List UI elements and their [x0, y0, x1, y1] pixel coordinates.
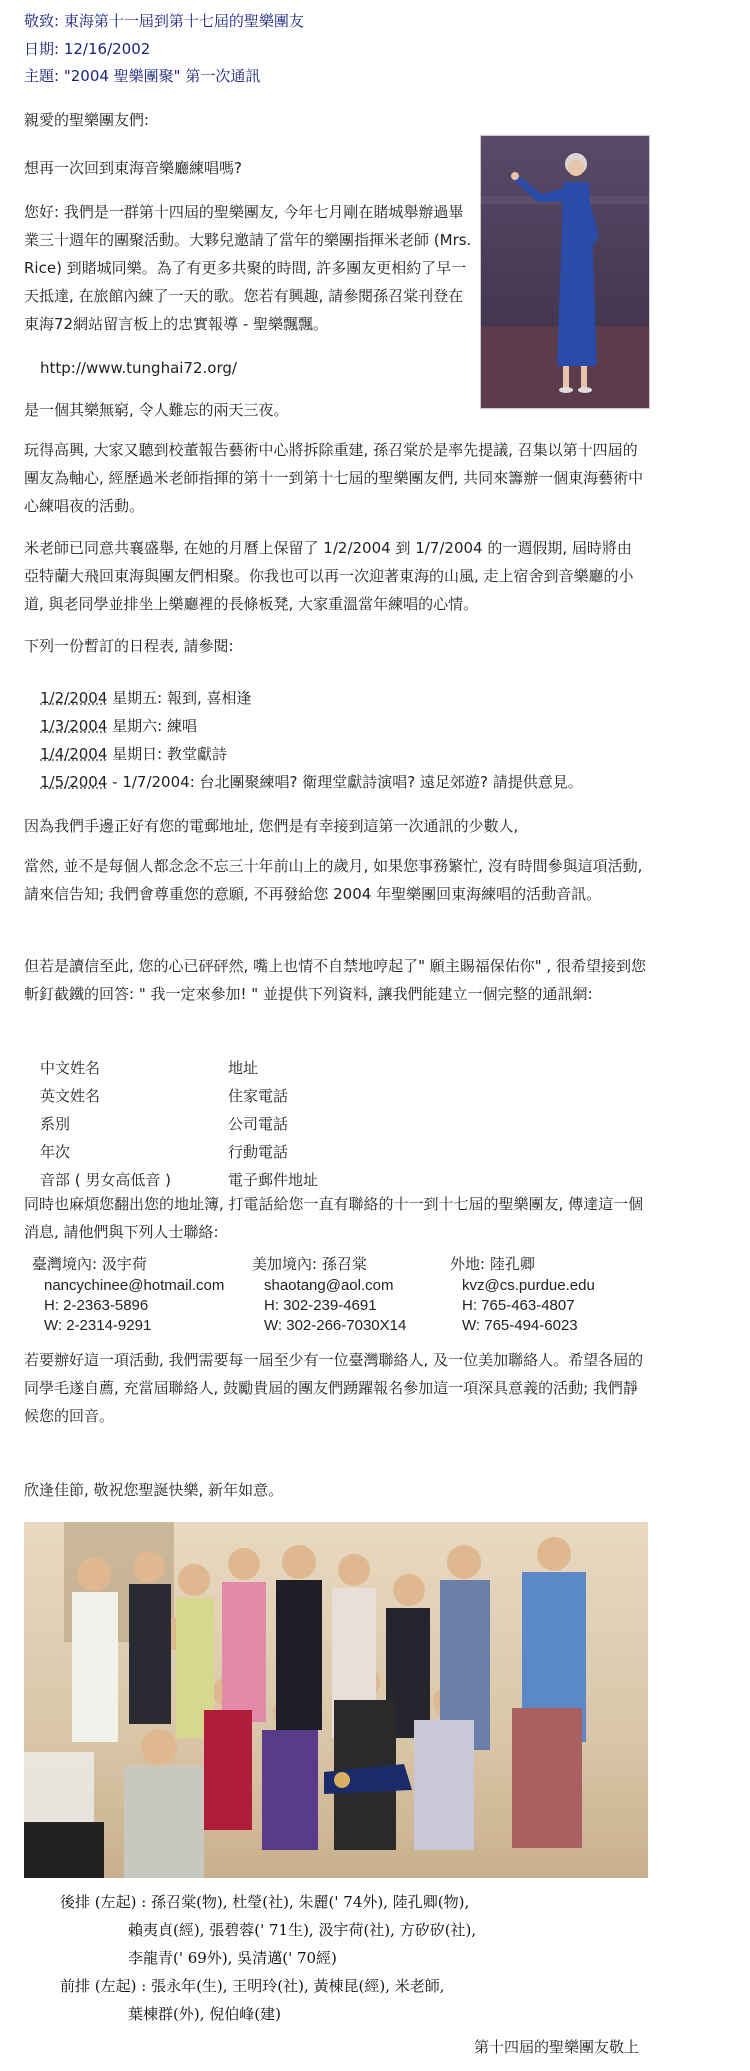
- caption-line: 後排 (左起) : 孫召棠(物), 杜瑩(社), 朱麗(' 74外), 陸孔卿(物),: [60, 1893, 470, 1911]
- addressbook-paragraph: 同時也麻煩您翻出您的地址簿, 打電話給您一直有聯絡的十一到十七屆的聖樂團友, 傳達這一個消息, 請他們與下列人士聯絡:: [24, 1195, 644, 1241]
- contact-title: 臺灣境內: 汲宇荷: [32, 1255, 147, 1273]
- contact-email[interactable]: nancychinee@hotmail.com: [44, 1277, 225, 1294]
- schedule-date[interactable]: 1/5/2004: [40, 773, 108, 791]
- contact-overseas: [450, 1254, 595, 1336]
- signature: 第十四屆的聖樂團友敬上: [474, 2038, 640, 2056]
- contact-work-phone: W: 2-2314-9291: [44, 1317, 152, 1334]
- form-field-label: 公司電話: [228, 1115, 289, 1133]
- contact-home-phone: H: 2-2363-5896: [44, 1297, 149, 1314]
- greeting: 親愛的聖樂團友們:: [24, 111, 150, 129]
- reason-paragraph: 玩得高興, 大家又聽到校董報告藝術中心將拆除重建, 孫召棠於是率先提議, 召集以第十四屆的團友為軸心, 經歷過米老師指揮的第十一到第十七屆的聖樂團友們, 共同來籌辦一個東海藝術中心練唱夜的活動。: [24, 441, 644, 515]
- form-field-label: 系別: [40, 1115, 71, 1133]
- schedule-text: 星期日: 教堂獻詩: [107, 745, 227, 763]
- to-label: 敬致:: [24, 12, 60, 30]
- info-form-list: [40, 1054, 440, 1194]
- contact-home-phone: H: 302-239-4691: [264, 1297, 377, 1314]
- subject-label: 主題:: [24, 67, 60, 85]
- form-row: [40, 1138, 440, 1166]
- schedule-item: [40, 740, 583, 768]
- intro-paragraph: 您好: 我們是一群第十四屆的聖樂團友, 今年七月剛在賭城舉辦過畢業三十週年的團聚活動。大夥兒邀請了當年的樂團指揮米老師 (Mrs. Rice) 到賭城同樂。為了有更多共聚的時間, 許多團友更相約了早一天抵達, 在旅館內練了一天的歌。您若有興趣, 請參閱孫召棠刊登在東海72網站留言板上的忠實報導 - 聖樂飄飄。: [24, 203, 472, 333]
- schedule-list: [40, 684, 583, 796]
- date-line: [24, 38, 150, 59]
- photo-caption: [60, 1888, 640, 2028]
- schedule-text: - 1/7/2004: 台北團聚練唱? 衛理堂獻詩演唱? 遠足郊遊? 請提供意見。: [107, 773, 583, 791]
- volunteer-paragraph: 若要辦好這一項活動, 我們需要每一屆至少有一位臺灣聯絡人, 及一位美加聯絡人。希望各屆的同學毛遂自薦, 充當屆聯絡人, 鼓勵貴屆的團友們踴躍報名參加這一項深具意義的活動; 我們靜候您的回音。: [24, 1351, 644, 1425]
- caption-line: 賴夷貞(經), 張碧蓉(' 71生), 汲宇荷(社), 方矽矽(社),: [128, 1921, 477, 1939]
- contact-taiwan: [32, 1254, 224, 1336]
- schedule-date[interactable]: 1/3/2004: [40, 717, 108, 735]
- form-field-label: 中文姓名: [40, 1059, 101, 1077]
- contact-work-phone: W: 765-494-6023: [462, 1317, 578, 1334]
- contact-email[interactable]: shaotang@aol.com: [264, 1277, 394, 1294]
- schedule-item: [40, 712, 583, 740]
- subject-value: "2004 聖樂團聚" 第一次通訊: [63, 67, 261, 85]
- form-field-label: 音部 ( 男女高低音 ): [40, 1171, 172, 1189]
- contact-email[interactable]: kvz@cs.purdue.edu: [462, 1277, 595, 1294]
- contact-title: 外地: 陸孔卿: [450, 1255, 535, 1273]
- schedule-date[interactable]: 1/4/2004: [40, 745, 108, 763]
- to-value: 東海第十一屆到第十七屆的聖樂團友: [63, 12, 304, 30]
- form-row: [40, 1082, 440, 1110]
- form-field-label: 年次: [40, 1143, 71, 1161]
- form-field-label: 住家電話: [228, 1087, 289, 1105]
- to-line: [24, 10, 304, 31]
- schedule-text: 星期五: 報到, 喜相逢: [107, 689, 252, 707]
- group-photo: [24, 1522, 648, 1878]
- schedule-intro: 下列一份暫訂的日程表, 請參閱:: [24, 637, 234, 655]
- date-label: 日期:: [24, 40, 60, 58]
- memory-paragraph: 是一個其樂無窮, 令人難忘的兩天三夜。: [24, 401, 289, 419]
- conductor-photo: [480, 135, 650, 409]
- request-paragraph: 但若是讀信至此, 您的心已砰砰然, 嘴上也情不自禁地哼起了" 願主賜福保佑你" , 很希望接到您斬釘截鐵的回答: " 我一定來參加! " 並提供下列資料, 讓我們能建立一個完整的通訊網:: [24, 957, 646, 1003]
- optout-paragraph: 當然, 並不是每個人都念念不忘三十年前山上的歲月, 如果您事務繁忙, 沒有時間參與這項活動, 請來信告知; 我們會尊重您的意願, 不再發給您 2004 年聖樂團回東海練唱的活動音訊。: [24, 857, 643, 903]
- contact-work-phone: W: 302-266-7030X14: [264, 1317, 407, 1334]
- form-field-label: 英文姓名: [40, 1087, 101, 1105]
- website-link[interactable]: http://www.tunghai72.org/: [40, 359, 237, 377]
- schedule-item: [40, 684, 583, 712]
- date-value: 12/16/2002: [63, 40, 151, 58]
- conductor-figure-icon: [481, 136, 649, 408]
- schedule-date[interactable]: 1/2/2004: [40, 689, 108, 707]
- contact-home-phone: H: 765-463-4807: [462, 1297, 575, 1314]
- form-row: [40, 1110, 440, 1138]
- form-field-label: 地址: [228, 1059, 259, 1077]
- form-row: [40, 1054, 440, 1082]
- form-field-label: 電子郵件地址: [228, 1171, 319, 1189]
- caption-line: 前排 (左起) : 張永年(生), 王明玲(社), 黃棟昆(經), 米老師,: [60, 1977, 445, 1995]
- schedule-item: [40, 768, 583, 796]
- caption-line: 葉棟群(外), 倪伯峰(建): [128, 2005, 281, 2023]
- rice-paragraph: 米老師已同意共襄盛舉, 在她的月曆上保留了 1/2/2004 到 1/7/2004 的一週假期, 屆時將由亞特蘭大飛回東海與團友們相聚。你我也可以再一次迎著東海的山風, 走上宿舍到音樂廳的小道, 與老同學並排坐上樂廳裡的長條板凳, 大家重溫當年練唱的心情。: [24, 539, 634, 613]
- contact-us-canada: [252, 1254, 406, 1336]
- subject-line: [24, 65, 260, 86]
- holiday-greeting: 欣逢佳節, 敬祝您聖誕快樂, 新年如意。: [24, 1481, 284, 1499]
- group-people-icon: [24, 1522, 648, 1878]
- contact-title: 美加境內: 孫召棠: [252, 1255, 367, 1273]
- question-paragraph: 想再一次回到東海音樂廳練唱嗎?: [24, 159, 242, 177]
- form-field-label: 行動電話: [228, 1143, 289, 1161]
- recipients-paragraph: 因為我們手邊正好有您的電郵地址, 您們是有幸接到這第一次通訊的少數人,: [24, 817, 519, 835]
- schedule-text: 星期六: 練唱: [107, 717, 197, 735]
- caption-line: 李龍青(' 69外), 吳清邁(' 70經): [128, 1949, 337, 1967]
